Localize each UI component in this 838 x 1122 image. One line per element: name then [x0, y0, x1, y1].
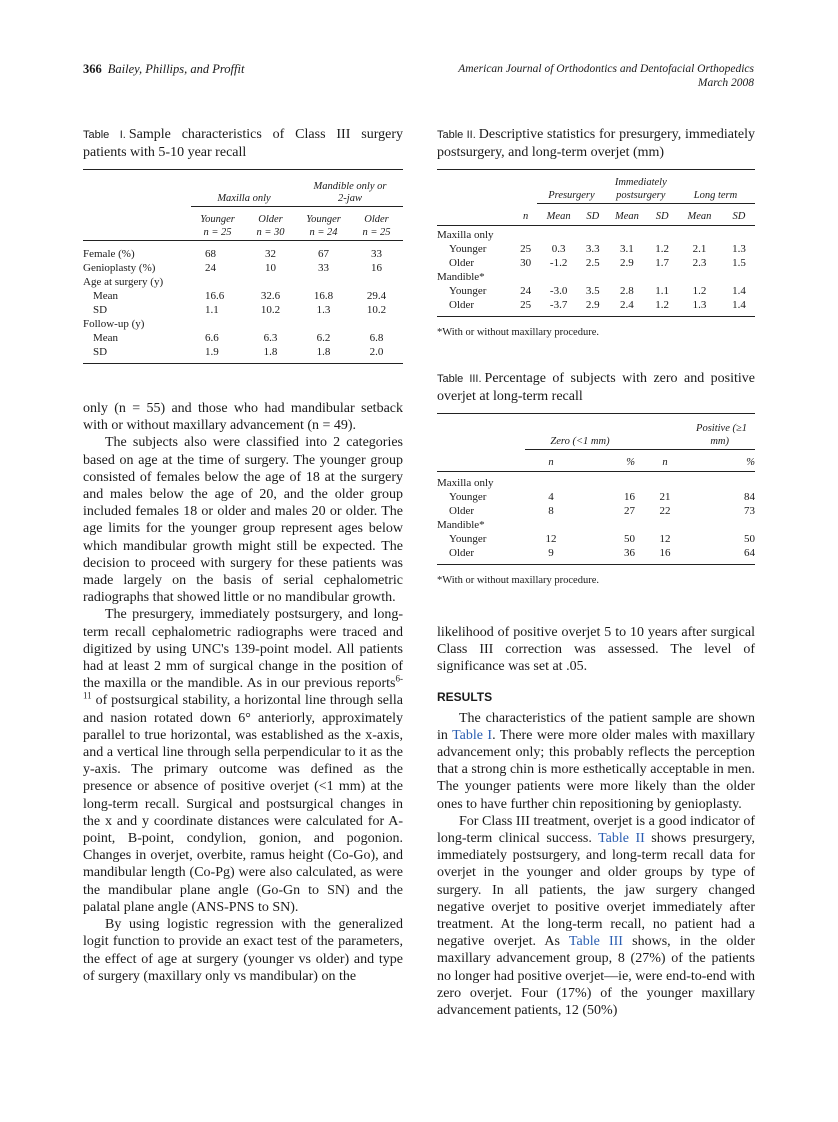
table-row [83, 317, 403, 331]
table-cell: 84 [744, 490, 755, 503]
group-header-positive: mm) [710, 436, 729, 448]
table-cell: 24 [520, 284, 532, 297]
paragraph: By using logistic regression with the generalized logit function to provide an exact test of the parameters, the effect of age at surgery (younger vs older) and type of surgery (maxillary only vs mandibular) on the [83, 917, 403, 984]
table-row [437, 532, 755, 546]
table-cell: 1.4 [732, 298, 746, 311]
table-cell: 1.2 [655, 242, 669, 255]
table-cell: 6.6 [205, 331, 219, 344]
table-1 [83, 126, 403, 364]
table-cell: 1.8 [263, 345, 278, 358]
table-3 [437, 370, 755, 586]
table-cell: 2.8 [620, 284, 634, 297]
row-label: Genioplasty (%) [83, 261, 156, 274]
table-cell: 16 [659, 546, 671, 559]
table-cell: 67 [318, 247, 329, 260]
table-cell: 2.4 [620, 298, 634, 311]
table-cell: 32.6 [260, 289, 281, 302]
table-row [437, 504, 755, 518]
row-label: Older [449, 256, 475, 269]
table-cell: 1.2 [692, 284, 707, 297]
table-cell: 16.8 [313, 289, 334, 302]
table-cell: 1.7 [655, 256, 669, 269]
table-cell: 2.9 [620, 256, 634, 269]
table-cell: 73 [744, 504, 755, 517]
group-header-maxilla: Maxilla only [217, 193, 271, 205]
table-row [83, 275, 403, 289]
table-cell: 50 [744, 532, 755, 545]
table-2-caption: Table II. Descriptive statistics for presurgery, immediately postsurgery, and long-term overjet (mm) [437, 127, 755, 160]
paragraph: The presurgery, immediately postsurgery, and long-term recall cephalometric radiographs were traced and digitized by using UNC's 139-point model. All patients had at least 2 mm of surgical change in the position of the maxilla or the mandible. As in our previous reports$^{6-11}$ of postsurgical stability, a horizontal line through sella and nasion rotated down 6° anteriorly, approximately parallel to true horizontal, was established as the x-axis, and a vertical line through sella perpendicular to it as the y-axis. The primary outcome was defined as the presence or absence of positive overjet (<1 mm) at the long-term recall. Surgical and postsurgical changes in the x and y coordinate distances were calculated for A-point, B-point, condylion, gonion, and pogonion. Changes in overjet, overbite, ramus height (Co-Go), and mandibular length (Co-Pg) were also calculated, as were the mandibular plane angle (Go-Gn to SN) and the palatal plane angle (ANS-PNS to SN). [83, 607, 403, 915]
table-cell: 24 [205, 261, 216, 274]
row-label: Female (%) [83, 247, 135, 260]
section-heading: RESULTS [437, 689, 493, 704]
table-cell: 10 [265, 261, 276, 274]
table-cell: 21 [659, 490, 671, 503]
row-label: Mean [93, 331, 119, 344]
table-cell: 9 [548, 546, 554, 559]
row-label: Follow-up (y) [83, 317, 145, 330]
table-cell: 68 [205, 247, 216, 260]
table-cell: 1.5 [732, 256, 746, 269]
table-cell: 1.1 [205, 303, 219, 316]
table-1-grid: Mandible only or Maxilla only 2-jaw Younger Older Younger Older n = 25 n = 30 n = 24 n = 25 Female (%) 68 32 67 33 Genioplasty (%) 24 10 33 16 Age at surgery (y) Mean 16.6 32.6 16.8 29.4 SD 1.1 10.2 1.3 10.2 Follow-up (y) Mean 6.6 6.3 6.2 6.8 SD 1.9 1.8 1.8 2.0 [83, 169, 403, 364]
table-cell: 10.2 [366, 303, 387, 316]
table-row [437, 546, 755, 560]
table-2 [437, 126, 755, 338]
citation-superscript: 6-11 [83, 673, 403, 701]
row-label: Older [449, 546, 475, 559]
table-2-label: Table II. [437, 129, 476, 141]
issue-date: March 2008 [697, 77, 754, 89]
page-number: 366 [83, 62, 102, 76]
table-1-label: Table I. [83, 129, 126, 141]
table-3-grid: Positive (≥1 Zero (<1 mm) mm) n % n % Maxilla only Younger 4 16 21 84 Older 8 27 22 73 Mandible* Younger 12 50 12 50 Older 9 36 16 64 [437, 413, 755, 565]
journal-name: American Journal of Orthodontics and Dentofacial Orthopedics [458, 63, 754, 75]
row-group-label: Mandible* [437, 518, 485, 531]
table-cell: 6.3 [263, 331, 278, 344]
row-label: Younger [449, 284, 487, 297]
table-row [83, 331, 403, 345]
running-header-right [458, 62, 754, 90]
table-cell: 6.8 [369, 331, 384, 344]
table-cell: 27 [624, 504, 635, 517]
col-header: Younger [200, 214, 235, 225]
col-n: n = 25 [362, 227, 391, 239]
table-2-footnote: *With or without maxillary procedure. [437, 326, 599, 338]
table-link[interactable]: Table II [598, 831, 645, 847]
col-header: Younger [306, 214, 341, 225]
table-cell: 25 [520, 242, 532, 255]
col-n: n = 24 [309, 227, 338, 239]
col-n: n = 30 [256, 227, 285, 239]
row-label: Younger [449, 490, 487, 503]
row-label: SD [93, 303, 108, 316]
paragraph: likelihood of positive overjet 5 to 10 years after surgical Class III correction was assessed. The level of significance was set at .05. [437, 625, 755, 675]
table-3-label: Table III. [437, 373, 482, 385]
table-cell: 25 [520, 298, 532, 311]
table-cell: 10.2 [260, 303, 281, 316]
group-header-postsurgery: postsurgery [616, 190, 666, 202]
table-cell: 1.4 [732, 284, 746, 297]
group-header-longterm: Long term [693, 190, 738, 202]
col-header: Older [258, 214, 283, 225]
table-cell: 36 [624, 546, 635, 559]
table-3-footnote: *With or without maxillary procedure. [437, 574, 599, 586]
table-cell: 30 [520, 256, 532, 269]
table-cell: 3.3 [585, 242, 600, 255]
paragraph: For Class III treatment, overjet is a good indicator of long-term clinical success. Table II shows presurgery, immediately postsurgery, and long-term recall data for overjet in the younger and older groups by type of surgery. In all patients, the jaw surgery changed negative overjet to positive overjet immediately after treatment. At the long-term recall, no patient had a negative overjet. As Table III shows, in the older maxillary advancement group, 8 (27%) of the patients no longer had positive overjet—ie, were end-to-end with zero overjet. Four (17%) of the younger maxillary advancement patients, 12 (50%) [437, 813, 756, 1019]
table-row [83, 303, 403, 317]
table-cell: 64 [744, 546, 755, 559]
table-cell: 2.1 [692, 242, 707, 255]
table-row [437, 242, 755, 256]
table-cell: -3.0 [549, 284, 568, 297]
table-link[interactable]: Table I [452, 727, 493, 743]
table-cell: 0.3 [551, 242, 566, 255]
table-cell: 2.9 [585, 298, 600, 311]
paragraph: The characteristics of the patient sample are shown in Table I. There were more older males with maxillary advancement only; this probably reflects the perception that a strong chin is more esthetically acceptable in men. The younger patients were more likely than the older ones to have further chin repositioning by genioplasty. [437, 710, 755, 812]
col-header: Older [364, 214, 389, 225]
table-cell: 8 [548, 504, 554, 517]
table-cell: 16 [624, 490, 635, 503]
table-cell: 33 [371, 247, 382, 260]
table-cell: 6.2 [316, 331, 331, 344]
left-body-text [83, 400, 403, 985]
table-cell: 4 [548, 490, 554, 503]
table-row [83, 261, 403, 275]
table-link[interactable]: Table III [568, 934, 623, 950]
running-header-left [83, 62, 244, 77]
paragraph: only (n = 55) and those who had mandibular setback with or without maxillary advancement (n = 49). [83, 401, 403, 434]
row-label: Mean [93, 289, 119, 302]
table-cell: 16 [371, 261, 382, 274]
table-row [437, 256, 755, 270]
paragraph: The subjects also were classified into 2 categories based on age at the time of surgery. The younger group consisted of females below the age of 18 at the surgery and males below the age of 20, and the older group included females 18 or older and males 20 or older. The age limits for the younger group represent ages below which mandibular growth might still be expected. The decision to proceed with surgery for these patients was made largely on the basis of serial cephalometric radiographs that showed little or no mandibular growth. [83, 435, 403, 606]
table-cell: 1.1 [655, 284, 669, 297]
table-cell: 50 [624, 532, 635, 545]
table-cell: 22 [659, 504, 671, 517]
table-cell: 1.3 [316, 303, 331, 316]
table-cell: 29.4 [366, 289, 387, 302]
row-label: Younger [449, 242, 487, 255]
right-body-text [437, 624, 755, 1019]
row-group-label: Maxilla only [437, 476, 494, 489]
row-label: Older [449, 298, 475, 311]
table-cell: -3.7 [549, 298, 568, 311]
table-3-caption: Table III. Percentage of subjects with zero and positive overjet at long-term recall [437, 371, 756, 404]
table-row [83, 345, 403, 359]
table-row [437, 298, 755, 312]
table-cell: 3.1 [620, 242, 634, 255]
author-line: Bailey, Phillips, and Proffit [107, 62, 245, 76]
table-row [83, 247, 403, 261]
group-header-mandible: Mandible only or [313, 180, 387, 192]
table-cell: 1.2 [655, 298, 669, 311]
table-cell: 32 [265, 247, 276, 260]
row-group-label: Mandible* [437, 270, 485, 283]
row-label: Younger [449, 532, 487, 545]
row-label: Older [449, 504, 475, 517]
table-cell: 1.9 [205, 345, 219, 358]
table-cell: 1.3 [732, 242, 746, 255]
table-cell: 3.5 [585, 284, 600, 297]
table-cell: 1.3 [692, 298, 707, 311]
table-cell: 2.3 [692, 256, 707, 269]
group-header-zero: Zero (<1 mm) [550, 436, 610, 448]
table-cell: 12 [545, 532, 557, 545]
table-cell: -1.2 [549, 256, 568, 269]
table-row [437, 490, 755, 504]
table-cell: 1.8 [316, 345, 331, 358]
table-cell: 16.6 [205, 289, 225, 302]
row-label: SD [93, 345, 108, 358]
table-cell: 2.5 [585, 256, 600, 269]
table-row [437, 284, 755, 298]
row-group-label: Maxilla only [437, 228, 494, 241]
table-row [83, 289, 403, 303]
table-cell: 2.0 [369, 345, 384, 358]
group-header-presurgery: Presurgery [548, 190, 595, 202]
col-n: n = 25 [203, 227, 232, 239]
table-cell: 33 [318, 261, 329, 274]
row-label: Age at surgery (y) [83, 275, 164, 288]
table-2-grid: Immediately Presurgery postsurgery Long term n Mean SD Mean SD Mean SD Maxilla only Younger 25 0.3 3.3 3.1 1.2 2.1 1.3 Older 30 -1.2 2.5 2.9 1.7 2.3 1.5 Mandible* Younger 24 -3.0 3.5 2.8 1.1 1.2 1.4 Older 25 -3.7 2.9 2.4 1.2 1.3 1.4 [437, 169, 755, 317]
table-1-caption: Table I. Sample characteristics of Class III surgery patients with 5-10 year recall [83, 127, 403, 160]
table-cell: 12 [659, 532, 671, 545]
